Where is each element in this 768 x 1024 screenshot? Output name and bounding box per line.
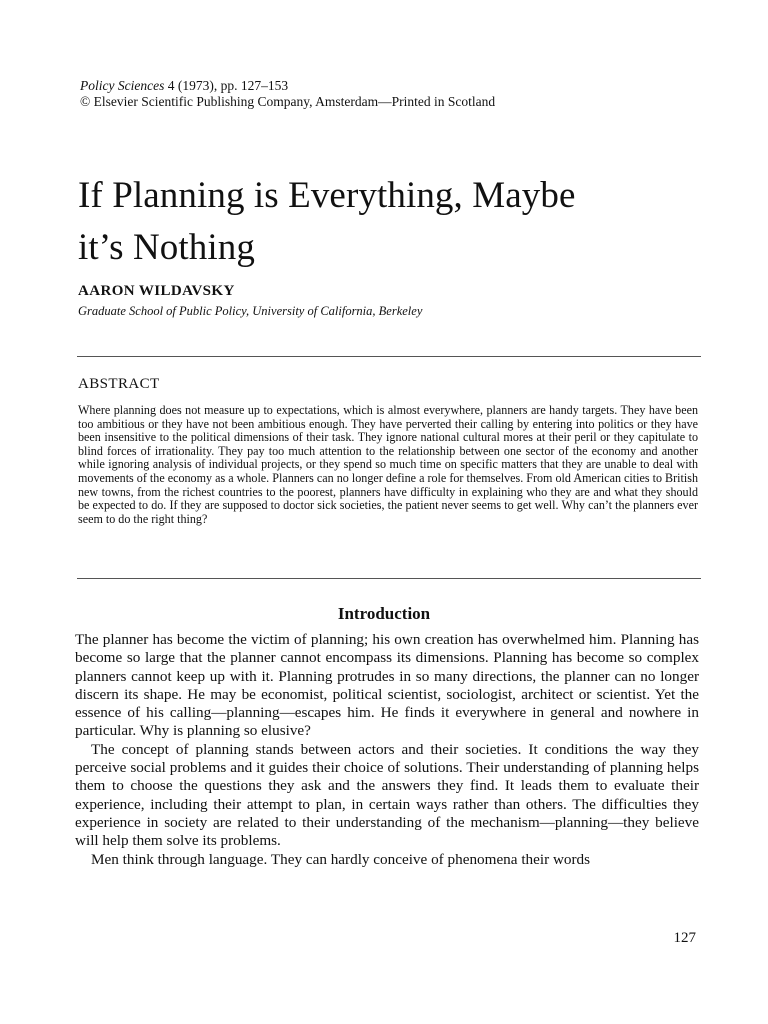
abstract-heading: ABSTRACT bbox=[78, 376, 160, 392]
author-name: AARON WILDAVSKY bbox=[78, 283, 235, 299]
paragraph: The concept of planning stands between actors and their societies. It conditions the way they perceive social problems and it guides their choice of solutions. Their understanding of planning helps them to choose the questions they ask and the answers they find. It leads them to evaluate their experience, including their attempt to plan, in certain ways rather than others. The difficulties they experience in society are related to their understanding of the mechanism—planning—they believe will help them solve its problems. bbox=[75, 740, 699, 850]
volume-pages: 4 (1973), pp. 127–153 bbox=[164, 78, 289, 93]
page-number: 127 bbox=[673, 930, 696, 946]
section-heading-introduction: Introduction bbox=[337, 604, 431, 623]
divider-bottom bbox=[77, 578, 701, 579]
paragraph: The planner has become the victim of planning; his own creation has overwhelmed him. Planning has become so large that the planner cannot encompass its dimensions. Planning has become so complex planners cannot keep up with it. Planning protrudes in so many directions, the planner can no longer discern its shape. He may be economist, political scientist, sociologist, architect or scientist. Yet the essence of his calling—planning—escapes him. He finds it everywhere in general and nowhere in particular. Why is planning so elusive? bbox=[75, 631, 699, 740]
citation-line bbox=[80, 78, 495, 94]
abstract-body: Where planning does not measure up to expectations, which is almost everywhere, planners are handy targets. They have been too ambitious or they have not been ambitious enough. They have perverted their calling by entering into politics or they have been insensitive to the political dimensions of their task. They ignore national cultural mores at their peril or they capitulate to blind forces of irrationality. They pay too much attention to the relationship between one sector of the economy and another while ignoring analysis of individual projects, or they spend so much time on specific matters that they are unable to deal with movements of the economy as a whole. Planners can no longer define a role for themselves. From old American cities to British new towns, from the richest countries to the poorest, planners have difficulty in explaining who they are and what they should be expected to do. If they are supposed to doctor sick societies, the patient never seems to get well. Why can’t the planners ever seem to do the right thing? bbox=[78, 403, 698, 526]
paragraph: Men think through language. They can hardly conceive of phenomena their words bbox=[91, 850, 591, 868]
divider-top bbox=[77, 356, 701, 357]
journal-name: Policy Sciences bbox=[80, 78, 165, 93]
title-line-1: If Planning is Everything, Maybe bbox=[78, 175, 576, 216]
article-title bbox=[78, 170, 718, 274]
citation-block bbox=[80, 78, 495, 110]
publisher-line: © Elsevier Scientific Publishing Company, Amsterdam—Printed in Scotland bbox=[80, 94, 496, 109]
author-affiliation: Graduate School of Public Policy, University of California, Berkeley bbox=[78, 304, 423, 318]
title-line-2: it’s Nothing bbox=[78, 227, 255, 268]
introduction-body bbox=[75, 631, 699, 869]
